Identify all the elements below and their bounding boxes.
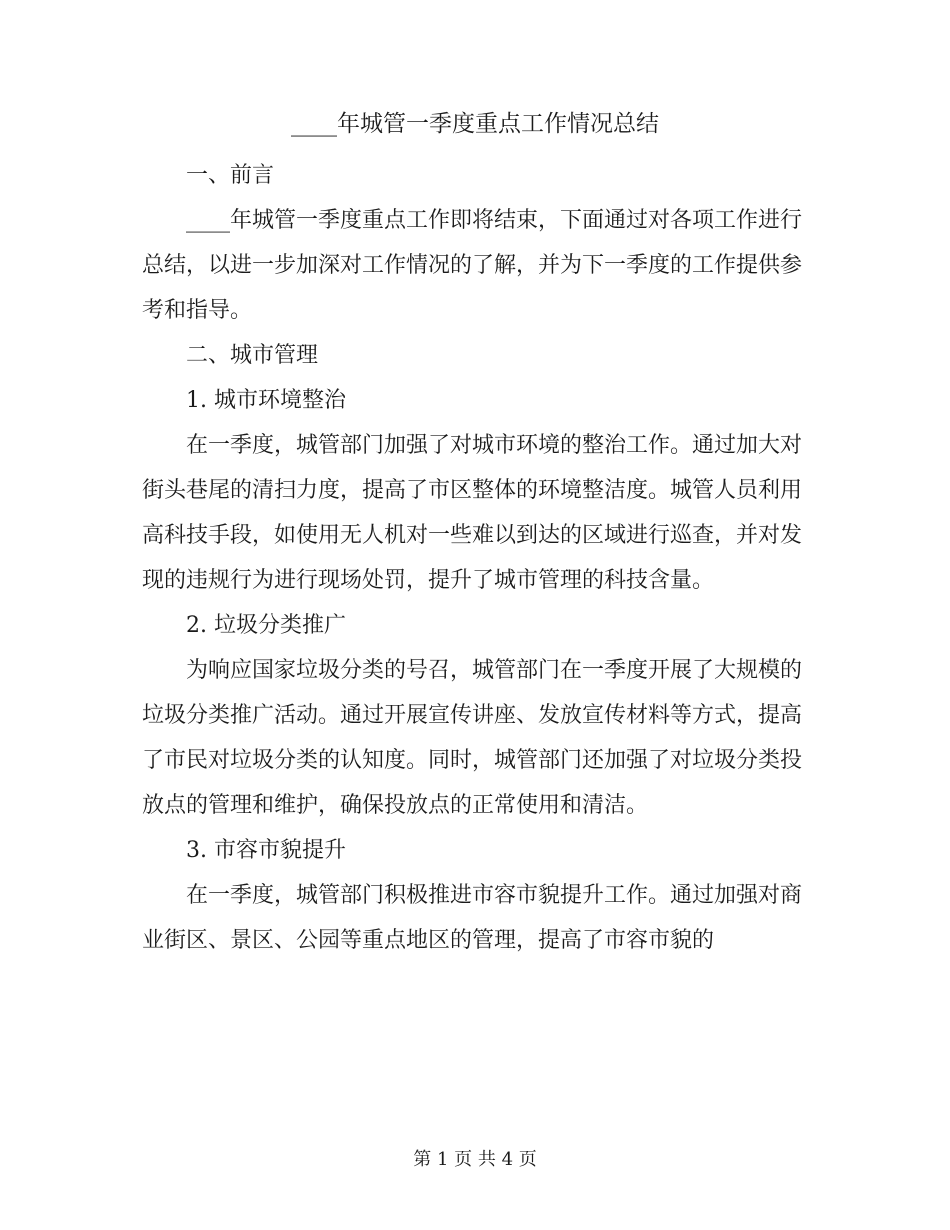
- paragraph-preface: ____年城管一季度重点工作即将结束，下面通过对各项工作进行总结，以进一步加深对工作情况的了解，并为下一季度的工作提供参考和指导。: [142, 208, 803, 323]
- subheading-city-appearance: 3. 市容市貌提升: [186, 838, 346, 863]
- section-heading-city-management: 二、城市管理: [186, 343, 319, 368]
- section-heading-preface: 一、前言: [186, 163, 275, 188]
- paragraph-city-appearance: 在一季度，城管部门积极推进市容市貌提升工作。通过加强对商业街区、景区、公园等重点地区的管理，提高了市容市貌的: [142, 883, 803, 953]
- subheading-garbage-sorting: 2. 垃圾分类推广: [186, 613, 346, 638]
- paragraph-environment: 在一季度，城管部门加强了对城市环境的整治工作。通过加大对街头巷尾的清扫力度，提高了市区整体的环境整洁度。城管人员利用高科技手段，如使用无人机对一些难以到达的区域进行巡查，并对发现的违规行为进行现场处罚，提升了城市管理的科技含量。: [142, 433, 803, 593]
- paragraph-garbage-sorting: 为响应国家垃圾分类的号召，城管部门在一季度开展了大规模的垃圾分类推广活动。通过开展宣传讲座、发放宣传材料等方式，提高了市民对垃圾分类的认知度。同时，城管部门还加强了对垃圾分类投放点的管理和维护，确保投放点的正常使用和清洁。: [142, 658, 803, 818]
- document-title: ____年城管一季度重点工作情况总结: [291, 111, 659, 137]
- document-body: [142, 153, 802, 963]
- page-footer: 第 1 页 共 4 页: [413, 1149, 537, 1170]
- subheading-environment: 1. 城市环境整治: [186, 388, 346, 413]
